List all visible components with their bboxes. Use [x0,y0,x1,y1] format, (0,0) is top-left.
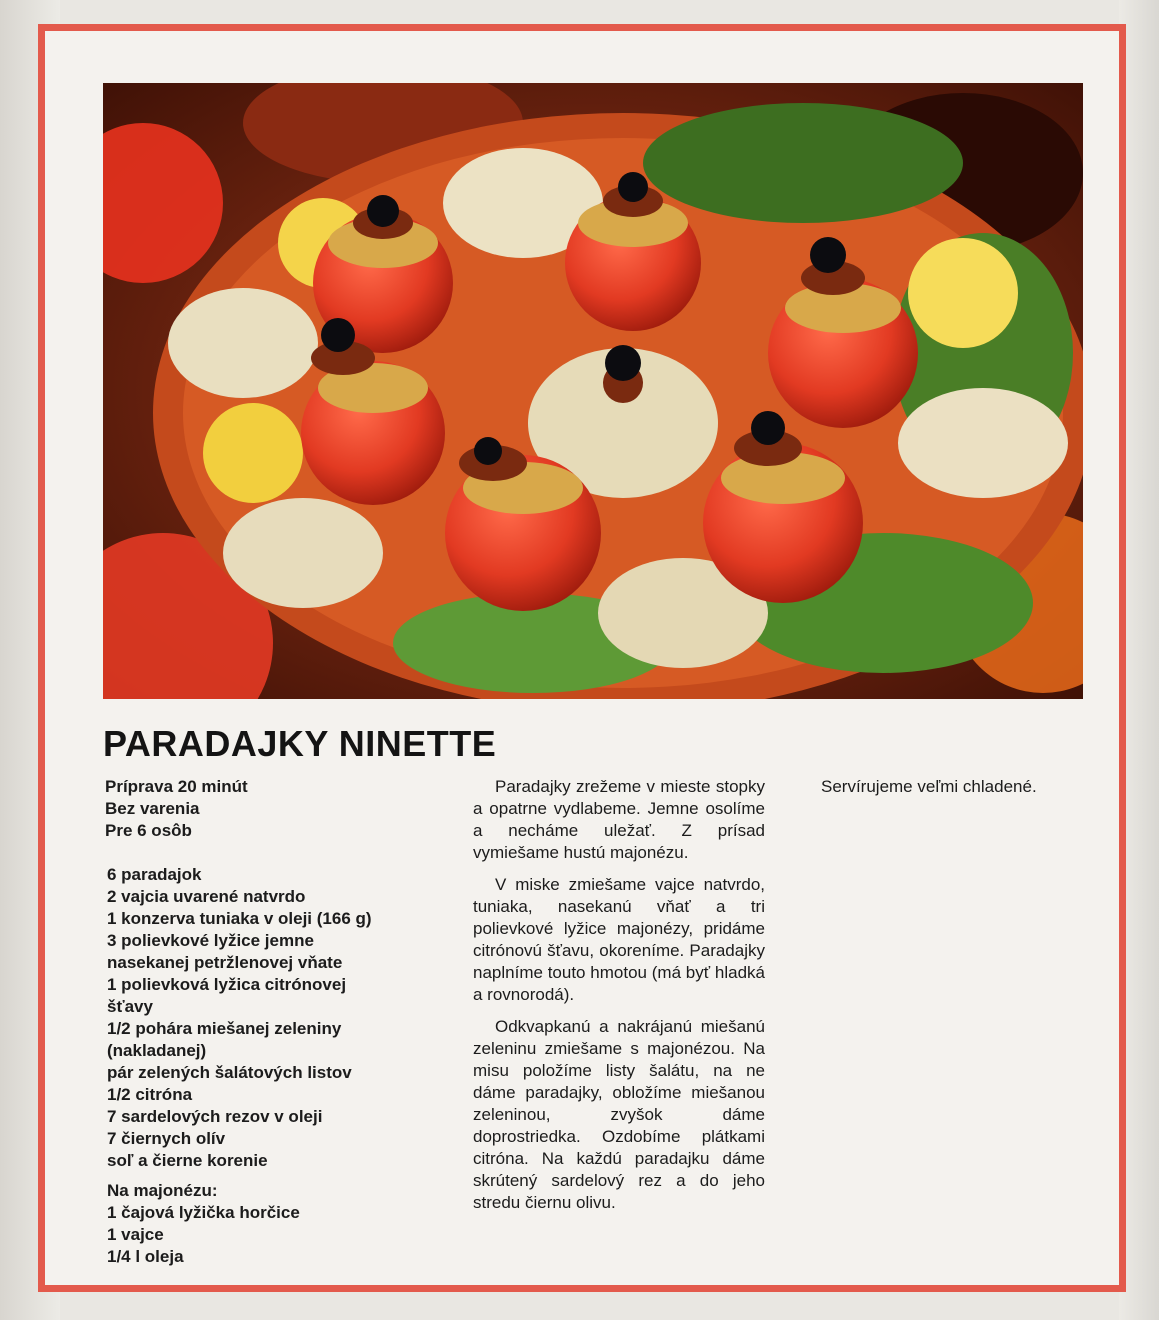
ingredient-item: 7 sardelových rezov v oleji [107,1107,323,1126]
ingredient-item: 1/2 pohára miešanej zeleniny [107,1019,342,1038]
ingredient-item: 1/2 citróna [107,1085,193,1104]
photo-illustration [103,83,1083,699]
ingredient-item: 2 vajcia uvarené natvrdo [107,887,306,906]
ingredient-item: 3 polievkové lyžice jemne [107,931,314,950]
ingredient-item: šťavy [107,997,153,1016]
ingredient-item: 7 čiernych olív [107,1129,226,1148]
ingredient-item: 1 polievková lyžica citrónovej [107,975,347,994]
stuffed-tomatoes-platter-photo [103,83,1083,699]
ingredient-item: 6 paradajok [107,865,202,884]
cooking-info: Bez varenia [105,799,200,818]
ingredient-item: pár zelených šalátových listov [107,1063,352,1082]
recipe-title: PARADAJKY NINETTE [103,723,497,764]
ingredient-item: (nakladanej) [107,1041,207,1060]
ingredients-column [105,776,445,1268]
mayo-ingredient-item: 1 vajce [107,1225,164,1244]
mayo-ingredient-list [105,1202,445,1268]
ingredient-list [105,864,445,1172]
recipe-meta [105,776,445,842]
ingredient-item: soľ a čierne korenie [107,1151,268,1170]
mayo-ingredient-item: 1/4 l oleja [107,1247,184,1266]
instructions-column [473,776,765,1224]
instruction-step: V miske zmiešame vajce natvrdo, tuniaka, nasekanú vňať a tri polievkové lyžice majonézy, pridáme citrónovú šťavu, okoreníme. Paradajky naplníme touto hmotou (má byť hladká a rovnorodá). [473,875,765,1004]
prep-time: Príprava 20 minút [105,777,248,796]
mayo-ingredient-item: 1 čajová lyžička horčice [107,1203,300,1222]
serving-column [821,776,1101,798]
recipe-card [38,24,1126,1292]
ingredient-item: 1 konzerva tuniaka v oleji (166 g) [107,909,372,928]
instruction-step: Odkvapkanú a nakrájanú miešanú zeleninu zmiešame s majonézou. Na misu položíme listy šalátu, na ne dáme paradajky, obložíme miešanou zeleninou, zvyšok dáme doprostriedka. Ozdobíme plátkami citróna. Na každú paradajku dáme skrútený sardelový rez a do jeho stredu čiernu olivu. [473,1017,765,1212]
ingredient-item: nasekanej petržlenovej vňate [107,953,343,972]
servings: Pre 6 osôb [105,821,192,840]
serving-note: Servírujeme veľmi chladené. [821,777,1037,796]
mayo-heading: Na majonézu: [107,1181,218,1200]
instruction-step: Paradajky zrežeme v mieste stopky a opatrne vydlabeme. Jemne osolíme a necháme uležať. Z prísad vymiešame hustú majonézu. [473,777,765,862]
